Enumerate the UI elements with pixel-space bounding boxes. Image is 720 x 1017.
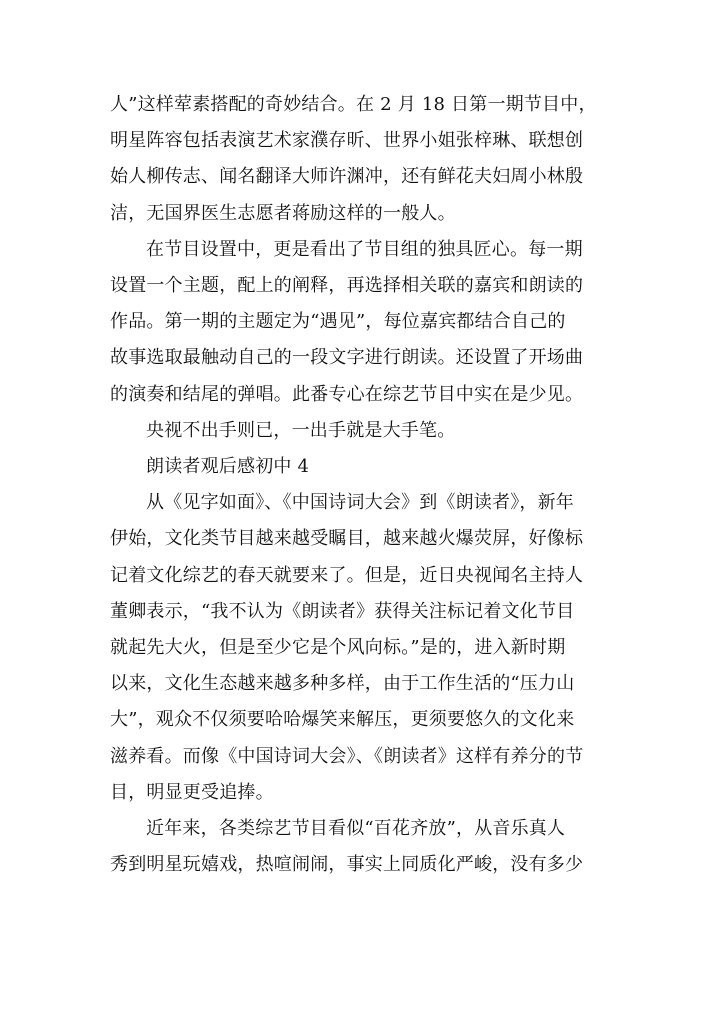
text-line: 秀到明星玩嬉戏，热喧闹闹，事实上同质化严峻，没有多少 — [110, 854, 584, 876]
text-line: 滋养看。而像《中国诗词大会》、《朗读者》这样有养分的节 — [110, 745, 584, 767]
text-line: 设置一个主题，配上的阐释，再选择相关联的嘉宾和朗读的 — [110, 275, 584, 297]
text-line: 伊始，文化类节目越来越受瞩目，越来越火爆荧屏，好像标 — [110, 528, 584, 550]
paragraph-start-line: 在节目设置中，更是看出了节目组的独具匠心。每一期 — [146, 238, 583, 260]
paragraph-start-line: 从《见字如面》、《中国诗词大会》到《朗读者》，新年 — [146, 492, 574, 514]
text-line: 洁，无国界医生志愿者蒋励这样的一般人。 — [110, 202, 456, 224]
text-line: 董卿表示，“我不认为《朗读者》获得关注标记着文化节目 — [110, 600, 575, 622]
text-line: 记着文化综艺的春天就要来了。但是，近日央视闻名主持人 — [110, 564, 584, 586]
text-line: 作品。第一期的主题定为“遇见”，每位嘉宾都结合自己的 — [110, 311, 566, 333]
text-line: 以来，文化生态越来越多种多样，由于工作生活的“压力山 — [110, 673, 575, 695]
text-line: 人”这样荤素搭配的奇妙结合。在 2 月 18 日第一期节目中， — [110, 94, 597, 115]
paragraph-start-line: 近年来，各类综艺节目看似“百花齐放”，从音乐真人 — [146, 818, 566, 840]
document-body — [110, 87, 610, 883]
text-line: 的演奏和结尾的弹唱。此番专心在综艺节目中实在是少见。 — [110, 383, 584, 405]
text-line: 始人柳传志、闻名翻译大师许渊冲，还有鲜花夫妇周小林殷 — [110, 166, 584, 188]
text-line: 就起先大火，但是至少它是个风向标。”是的，进入新时期 — [110, 637, 566, 659]
text-line: 大”，观众不仅须要哈哈爆笑来解压，更须要悠久的文化来 — [110, 709, 575, 731]
text-line: 故事选取最触动自己的一段文字进行朗读。还设置了开场曲 — [110, 347, 584, 369]
text-line: 目，明显更受追捧。 — [110, 781, 274, 803]
paragraph-start-line: 央视不出手则已，一出手就是大手笔。 — [146, 419, 456, 441]
section-heading: 朗读者观后感初中 4 — [146, 456, 310, 478]
text-line: 明星阵容包括表演艺术家濮存昕、世界小姐张梓琳、联想创 — [110, 130, 584, 152]
